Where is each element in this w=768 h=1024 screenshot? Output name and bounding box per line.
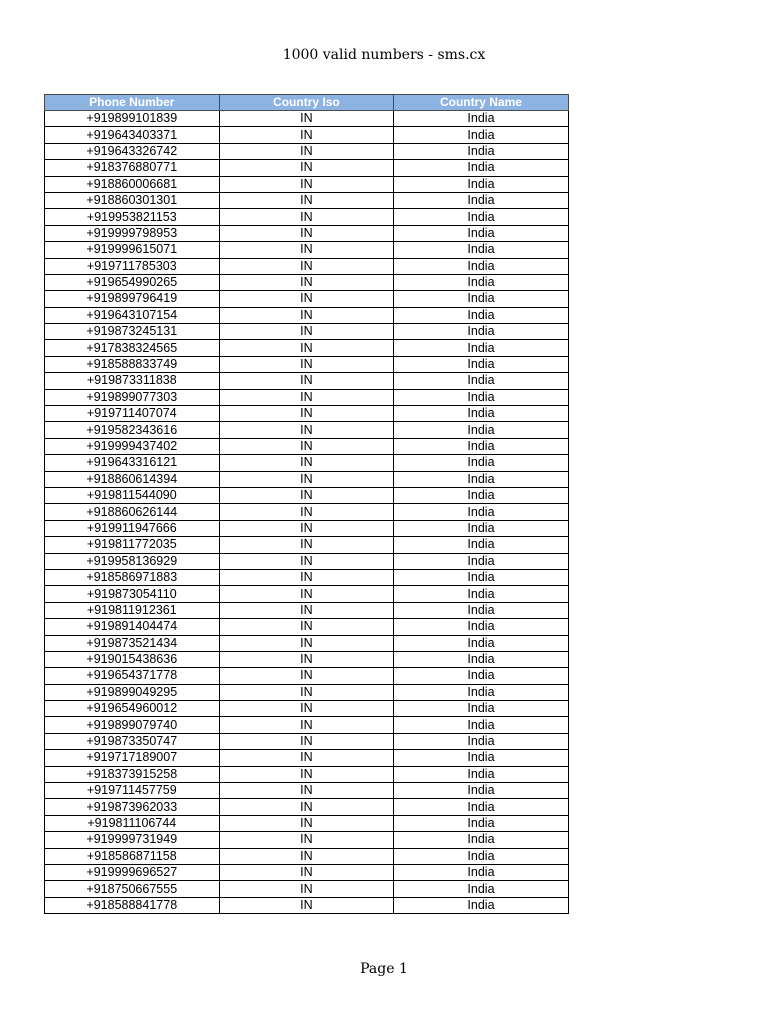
country-name-cell: India [394, 864, 569, 880]
table-row [45, 225, 569, 241]
column-header-country-iso: Country Iso [219, 95, 394, 111]
page-number: Page 1 [360, 961, 408, 977]
table-row [45, 864, 569, 880]
table-row [45, 373, 569, 389]
country-name-cell: India [394, 406, 569, 422]
phone-number-cell: +919999696527 [45, 864, 220, 880]
country-iso-cell: IN [219, 733, 394, 749]
table-row [45, 471, 569, 487]
table-row [45, 504, 569, 520]
table-row [45, 766, 569, 782]
table-header [45, 95, 569, 111]
country-name-cell: India [394, 668, 569, 684]
country-name-cell: India [394, 160, 569, 176]
column-header-phone-number: Phone Number [45, 95, 220, 111]
country-iso-cell: IN [219, 684, 394, 700]
country-iso-cell: IN [219, 176, 394, 192]
phone-number-cell: +919873054110 [45, 586, 220, 602]
table-row [45, 258, 569, 274]
country-iso-cell: IN [219, 422, 394, 438]
country-iso-cell: IN [219, 766, 394, 782]
phone-number-cell: +919999615071 [45, 242, 220, 258]
country-name-cell: India [394, 635, 569, 651]
table-row [45, 668, 569, 684]
phone-number-cell: +919873350747 [45, 733, 220, 749]
country-name-cell: India [394, 127, 569, 143]
phone-number-cell: +919643316121 [45, 455, 220, 471]
phone-number-cell: +919899049295 [45, 684, 220, 700]
country-iso-cell: IN [219, 897, 394, 913]
table-row [45, 356, 569, 372]
table-row [45, 635, 569, 651]
phone-number-cell: +919654990265 [45, 274, 220, 290]
country-name-cell: India [394, 553, 569, 569]
country-iso-cell: IN [219, 258, 394, 274]
country-iso-cell: IN [219, 143, 394, 159]
country-iso-cell: IN [219, 160, 394, 176]
country-name-cell: India [394, 766, 569, 782]
country-iso-cell: IN [219, 553, 394, 569]
phone-number-cell: +919899077303 [45, 389, 220, 405]
country-name-cell: India [394, 701, 569, 717]
country-name-cell: India [394, 783, 569, 799]
country-name-cell: India [394, 225, 569, 241]
country-name-cell: India [394, 750, 569, 766]
table-row [45, 701, 569, 717]
country-iso-cell: IN [219, 455, 394, 471]
phone-number-cell: +918750667555 [45, 881, 220, 897]
table-row [45, 832, 569, 848]
phone-number-cell: +918860006681 [45, 176, 220, 192]
table-row [45, 143, 569, 159]
phone-number-cell: +919643403371 [45, 127, 220, 143]
country-iso-cell: IN [219, 209, 394, 225]
country-name-cell: India [394, 815, 569, 831]
table-row [45, 848, 569, 864]
country-iso-cell: IN [219, 619, 394, 635]
phone-number-cell: +919643107154 [45, 307, 220, 323]
phone-number-cell: +919911947666 [45, 520, 220, 536]
table-row [45, 422, 569, 438]
table-row [45, 619, 569, 635]
country-name-cell: India [394, 897, 569, 913]
country-iso-cell: IN [219, 471, 394, 487]
phone-number-cell: +919711407074 [45, 406, 220, 422]
page-title: 1000 valid numbers - sms.cx [282, 47, 486, 63]
phone-number-cell: +919999437402 [45, 438, 220, 454]
country-name-cell: India [394, 356, 569, 372]
phone-number-cell: +919711785303 [45, 258, 220, 274]
country-iso-cell: IN [219, 848, 394, 864]
country-iso-cell: IN [219, 340, 394, 356]
country-name-cell: India [394, 422, 569, 438]
table-row [45, 160, 569, 176]
table-row [45, 651, 569, 667]
table-row [45, 487, 569, 503]
phone-number-cell: +919654960012 [45, 701, 220, 717]
table-row [45, 274, 569, 290]
country-name-cell: India [394, 192, 569, 208]
table-row [45, 307, 569, 323]
country-iso-cell: IN [219, 799, 394, 815]
table-row [45, 209, 569, 225]
country-name-cell: India [394, 291, 569, 307]
country-iso-cell: IN [219, 225, 394, 241]
country-iso-cell: IN [219, 586, 394, 602]
phone-number-cell: +919811106744 [45, 815, 220, 831]
table-row [45, 111, 569, 127]
country-iso-cell: IN [219, 324, 394, 340]
table-row [45, 684, 569, 700]
phone-number-cell: +919654371778 [45, 668, 220, 684]
country-name-cell: India [394, 471, 569, 487]
country-name-cell: India [394, 733, 569, 749]
table-row [45, 455, 569, 471]
country-name-cell: India [394, 537, 569, 553]
country-name-cell: India [394, 455, 569, 471]
country-name-cell: India [394, 176, 569, 192]
country-name-cell: India [394, 373, 569, 389]
phone-number-cell: +918376880771 [45, 160, 220, 176]
country-name-cell: India [394, 340, 569, 356]
country-iso-cell: IN [219, 668, 394, 684]
table-row [45, 717, 569, 733]
phone-number-cell: +919582343616 [45, 422, 220, 438]
table-row [45, 192, 569, 208]
country-name-cell: India [394, 881, 569, 897]
country-name-cell: India [394, 684, 569, 700]
phone-number-cell: +919873962033 [45, 799, 220, 815]
table-row [45, 438, 569, 454]
country-name-cell: India [394, 324, 569, 340]
country-name-cell: India [394, 504, 569, 520]
phone-number-cell: +918860626144 [45, 504, 220, 520]
table-row [45, 520, 569, 536]
phone-number-cell: +918586871158 [45, 848, 220, 864]
country-iso-cell: IN [219, 242, 394, 258]
table-row [45, 897, 569, 913]
phone-number-cell: +919873521434 [45, 635, 220, 651]
header-row [45, 95, 569, 111]
country-iso-cell: IN [219, 717, 394, 733]
country-name-cell: India [394, 799, 569, 815]
table-row [45, 815, 569, 831]
table-row [45, 242, 569, 258]
country-name-cell: India [394, 832, 569, 848]
country-name-cell: India [394, 586, 569, 602]
phone-number-cell: +919891404474 [45, 619, 220, 635]
phone-number-cell: +919899101839 [45, 111, 220, 127]
country-iso-cell: IN [219, 487, 394, 503]
phone-number-cell: +919953821153 [45, 209, 220, 225]
country-name-cell: India [394, 258, 569, 274]
country-iso-cell: IN [219, 881, 394, 897]
phone-number-cell: +919711457759 [45, 783, 220, 799]
phone-number-cell: +918586971883 [45, 569, 220, 585]
table-row [45, 340, 569, 356]
phone-number-cell: +917838324565 [45, 340, 220, 356]
country-iso-cell: IN [219, 373, 394, 389]
table-row [45, 783, 569, 799]
country-iso-cell: IN [219, 537, 394, 553]
phone-number-cell: +919873311838 [45, 373, 220, 389]
country-iso-cell: IN [219, 504, 394, 520]
country-name-cell: India [394, 717, 569, 733]
table-row [45, 569, 569, 585]
table-row [45, 406, 569, 422]
country-iso-cell: IN [219, 406, 394, 422]
country-iso-cell: IN [219, 111, 394, 127]
country-name-cell: India [394, 307, 569, 323]
country-iso-cell: IN [219, 274, 394, 290]
table-row [45, 750, 569, 766]
country-name-cell: India [394, 651, 569, 667]
table-row [45, 324, 569, 340]
country-name-cell: India [394, 569, 569, 585]
column-header-country-name: Country Name [394, 95, 569, 111]
table-row [45, 733, 569, 749]
table-row [45, 291, 569, 307]
country-iso-cell: IN [219, 750, 394, 766]
phone-number-cell: +919643326742 [45, 143, 220, 159]
table-row [45, 881, 569, 897]
phone-number-cell: +919958136929 [45, 553, 220, 569]
country-iso-cell: IN [219, 389, 394, 405]
country-name-cell: India [394, 602, 569, 618]
country-iso-cell: IN [219, 815, 394, 831]
country-iso-cell: IN [219, 356, 394, 372]
phone-number-cell: +919811544090 [45, 487, 220, 503]
phone-number-cell: +918860614394 [45, 471, 220, 487]
country-iso-cell: IN [219, 520, 394, 536]
country-name-cell: India [394, 438, 569, 454]
phone-number-cell: +919899796419 [45, 291, 220, 307]
country-iso-cell: IN [219, 701, 394, 717]
country-name-cell: India [394, 487, 569, 503]
country-iso-cell: IN [219, 569, 394, 585]
country-iso-cell: IN [219, 651, 394, 667]
country-iso-cell: IN [219, 438, 394, 454]
table-body [45, 111, 569, 914]
table-row [45, 586, 569, 602]
phone-number-cell: +919811912361 [45, 602, 220, 618]
table-row [45, 537, 569, 553]
phone-number-cell: +918860301301 [45, 192, 220, 208]
country-name-cell: India [394, 143, 569, 159]
phone-number-cell: +919717189007 [45, 750, 220, 766]
country-name-cell: India [394, 209, 569, 225]
phone-number-cell: +919873245131 [45, 324, 220, 340]
phone-number-cell: +919015438636 [45, 651, 220, 667]
table-row [45, 176, 569, 192]
country-iso-cell: IN [219, 127, 394, 143]
country-iso-cell: IN [219, 864, 394, 880]
table-row [45, 602, 569, 618]
country-iso-cell: IN [219, 307, 394, 323]
table-row [45, 799, 569, 815]
phone-number-cell: +918373915258 [45, 766, 220, 782]
country-name-cell: India [394, 389, 569, 405]
country-iso-cell: IN [219, 192, 394, 208]
country-iso-cell: IN [219, 783, 394, 799]
country-iso-cell: IN [219, 832, 394, 848]
country-name-cell: India [394, 242, 569, 258]
country-name-cell: India [394, 520, 569, 536]
phone-number-cell: +919999798953 [45, 225, 220, 241]
table-row [45, 553, 569, 569]
phone-number-cell: +919899079740 [45, 717, 220, 733]
country-name-cell: India [394, 111, 569, 127]
country-name-cell: India [394, 848, 569, 864]
country-iso-cell: IN [219, 291, 394, 307]
phone-number-cell: +919811772035 [45, 537, 220, 553]
phone-number-cell: +919999731949 [45, 832, 220, 848]
country-name-cell: India [394, 274, 569, 290]
table-row [45, 127, 569, 143]
phone-numbers-table [44, 94, 569, 914]
phone-number-cell: +918588841778 [45, 897, 220, 913]
country-name-cell: India [394, 619, 569, 635]
phone-number-cell: +918588833749 [45, 356, 220, 372]
table-row [45, 389, 569, 405]
country-iso-cell: IN [219, 602, 394, 618]
country-iso-cell: IN [219, 635, 394, 651]
